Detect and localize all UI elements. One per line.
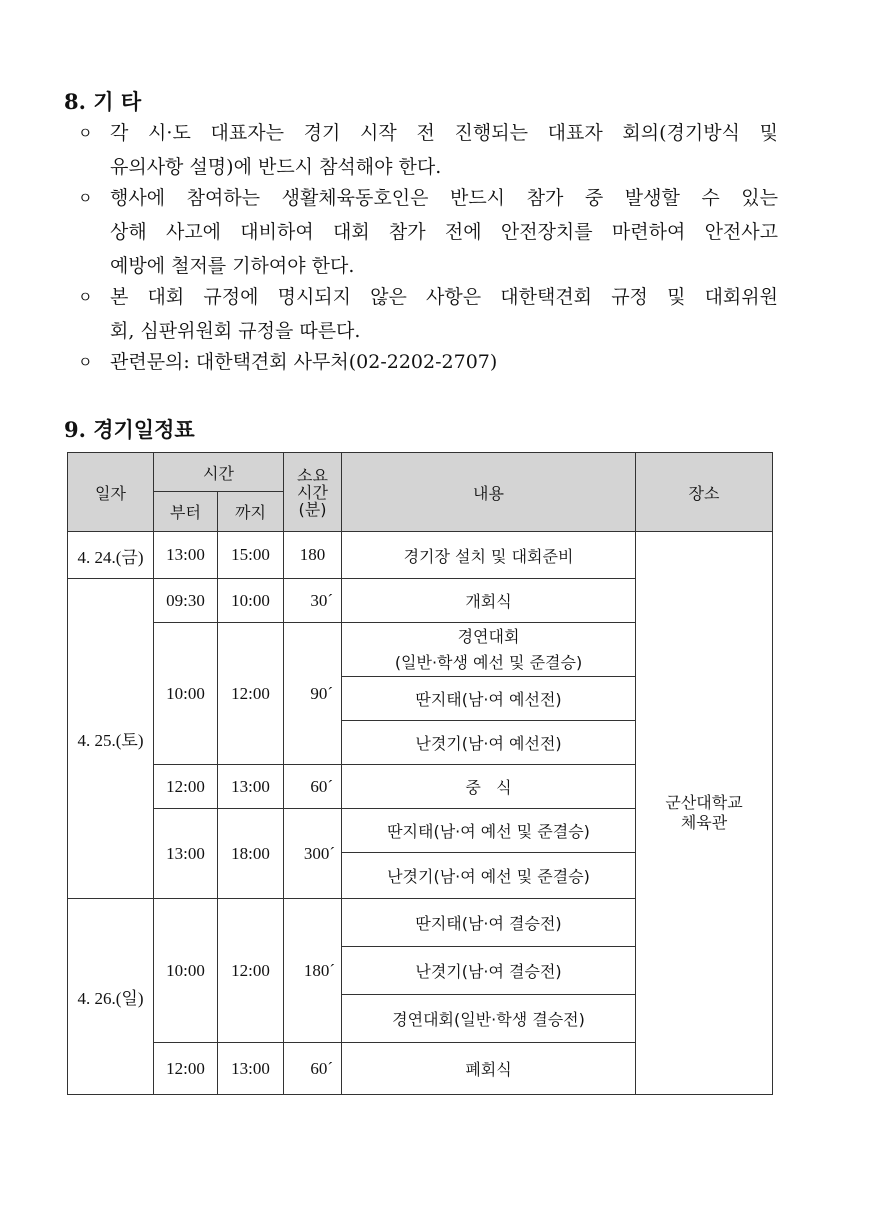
event-cell: 난겻기(남·여 예선 및 준결승) [342,853,636,899]
header-duration: 소요 시간 (분) [284,453,342,532]
list-item-line: 행사에 참여하는 생활체육동호인은 반드시 참가 중 발생할 수 있는 [110,187,778,209]
event-cell: 난겻기(남·여 결승전) [342,947,636,995]
list-item-line: 각 시·도 대표자는 경기 시작 전 진행되는 대표자 회의(경기방식 및 [110,122,778,144]
table-row [68,532,773,579]
duration-cell: 60´ [284,1043,342,1095]
header-time: 시간 [154,453,284,492]
duration-cell: 180 [284,532,342,579]
list-item-line: 예방에 철저를 기하여야 한다. [110,255,355,277]
header-date: 일자 [68,453,154,532]
section-9-title: 9. 경기일정표 [64,417,195,442]
schedule-table [67,452,773,1095]
duration-cell: 30´ [284,579,342,623]
event-cell: 중 식 [342,765,636,809]
date-cell: 4. 25.(토) [68,579,154,899]
from-cell: 12:00 [154,765,218,809]
event-cell: 경기장 설치 및 대회준비 [342,532,636,579]
to-cell: 12:00 [218,623,284,765]
list-item [78,345,778,379]
list-item-line: 관련문의: 대한택견회 사무처(02-2202-2707) [110,351,498,373]
to-cell: 18:00 [218,809,284,899]
duration-cell: 300´ [284,809,342,899]
section-8-title: 8. 기 타 [64,89,142,114]
circle-bullet-icon: ㅇ [78,288,93,306]
circle-bullet-icon: ㅇ [78,124,93,142]
to-cell: 10:00 [218,579,284,623]
to-cell: 13:00 [218,1043,284,1095]
header-to: 까지 [218,492,284,532]
date-cell: 4. 26.(일) [68,899,154,1095]
event-cell: 개회식 [342,579,636,623]
from-cell: 13:00 [154,532,218,579]
to-cell: 13:00 [218,765,284,809]
from-cell: 10:00 [154,623,218,765]
from-cell: 10:00 [154,899,218,1043]
header-from: 부터 [154,492,218,532]
to-cell: 12:00 [218,899,284,1043]
from-cell: 09:30 [154,579,218,623]
duration-cell: 60´ [284,765,342,809]
duration-cell: 90´ [284,623,342,765]
circle-bullet-icon: ㅇ [78,353,93,371]
event-cell: 경연대회 (일반·학생 예선 및 준결승) [342,623,636,677]
circle-bullet-icon: ㅇ [78,189,93,207]
list-item-line: 상해 사고에 대비하여 대회 참가 전에 안전장치를 마련하여 안전사고 [110,221,778,243]
to-cell: 15:00 [218,532,284,579]
list-item [78,181,778,283]
duration-cell: 180´ [284,899,342,1043]
list-item-line: 유의사항 설명)에 반드시 참석해야 한다. [110,156,442,178]
event-cell: 난겻기(남·여 예선전) [342,721,636,765]
event-cell: 딴지태(남·여 결승전) [342,899,636,947]
list-item [78,116,778,184]
list-item-line: 본 대회 규정에 명시되지 않은 사항은 대한택견회 규정 및 대회위원 [110,286,778,308]
venue-cell: 군산대학교 체육관 [636,532,773,1095]
from-cell: 12:00 [154,1043,218,1095]
list-item [78,280,778,348]
event-cell: 딴지태(남·여 예선전) [342,677,636,721]
list-item-line: 회, 심판위원회 규정을 따른다. [110,320,361,342]
from-cell: 13:00 [154,809,218,899]
header-content: 내용 [342,453,636,532]
date-cell: 4. 24.(금) [68,532,154,579]
header-venue: 장소 [636,453,773,532]
event-cell: 경연대회(일반·학생 결승전) [342,995,636,1043]
event-cell: 딴지태(남·여 예선 및 준결승) [342,809,636,853]
event-cell: 폐회식 [342,1043,636,1095]
